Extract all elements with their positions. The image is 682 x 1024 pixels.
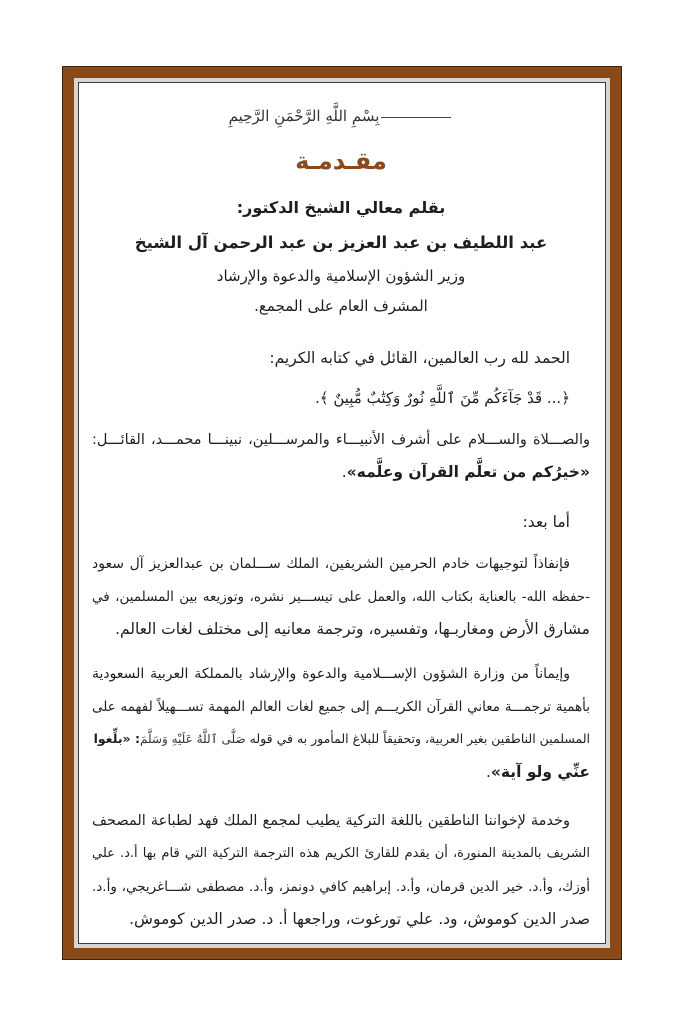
hamd-line: الحمد لله رب العالمين، القائل في كتابه الكريم:: [269, 349, 570, 367]
para2-line: [92, 762, 590, 782]
hadith-line: [92, 462, 590, 482]
amma-bad: أما بعد:: [522, 513, 570, 531]
para1-line: فإنفاذاً لتوجيهات خادم الحرمين الشريفين، الملك ســـلمان بن عبدالعزيز آل سعود: [92, 556, 570, 572]
hadith2-period: .: [485, 763, 491, 781]
basmala-flourish-left: [381, 117, 451, 118]
para3-line: صدر الدين كوموش، ود. علي تورغوت، وراجعها أ. د. صدر الدين كوموش.: [129, 910, 590, 928]
basmala-text: بِسْمِ اللَّهِ الرَّحْمَنِ الرَّحِيمِ: [228, 107, 380, 125]
author-byline: بقلم معالي الشيخ الدكتور:: [236, 198, 446, 217]
para3-line: وخدمة لإخواننا الناطقين باللغة التركية يطيب لمجمع الملك فهد لطباعة المصحف: [92, 813, 570, 829]
hadith2-quote-end: عنِّي ولو آية»: [490, 763, 590, 781]
para2-line: [92, 729, 590, 749]
hadith2-quote-start: : «بلِّغوا: [93, 731, 140, 746]
para1-line: مشارق الأرض ومغاربـها، وتفسيره، وترجمة معانيه إلى مختلف لغات العالم.: [115, 620, 590, 638]
para2-line: وإيماناً من وزارة الشؤون الإســـلامية والدعوة والإرشاد بالمملكة العربية السعودية: [92, 666, 570, 682]
salawat-calligraphy: صَلَّى ٱللَّهُ عَلَيْهِ وَسَلَّمَ: [139, 732, 246, 746]
para1-line: -حفظه الله- بالعناية بكتاب الله، والعمل على تيســـير نشره، وتوزيعه بين المسلمين، في: [92, 589, 590, 605]
quran-verse: ﴿... قَدْ جَآءَكُم مِّنَ ٱللَّهِ نُورٌ وَكِتَٰبٌ مُّبِينٌ ﴾.: [315, 389, 570, 407]
author-supervisor: المشرف العام على المجمع.: [254, 297, 428, 315]
hadith-quote: «خيرُكم من تعلَّم القرآن وعلَّمه»: [346, 463, 590, 481]
basmala-calligraphy: [80, 106, 602, 126]
para2-text: المسلمين الناطقين بغير العربية، وتحقيقاً للبلاغ المأمور به في قوله: [249, 731, 590, 746]
hadith-period: .: [341, 463, 347, 481]
para3-line: الشريف بالمدينة المنورة، أن يقدم للقارئ الكريم هذه الترجمة التركية التي قام بها أ.د. علي: [92, 846, 590, 861]
salat-line: والصـــلاة والســـلام على أشرف الأنبيـــاء والمرســـلين، نبينـــا محمـــد، القائـــل:: [92, 432, 590, 448]
author-role: وزير الشؤون الإسلامية والدعوة والإرشاد: [216, 267, 466, 285]
para2-line: بأهمية ترجمـــة معاني القرآن الكريـــم إلى جميع لغات العالم المهمة تســـهيلاً لفهمه على: [92, 699, 590, 715]
author-name: عبد اللطيف بن عبد العزيز بن عبد الرحمن آل الشيخ: [134, 233, 548, 252]
document-page: [80, 84, 602, 942]
page-title: مقـدمـة: [295, 147, 387, 175]
para3-line: أوزك، وأ.د. خير الدين قرمان، وأ.د. إبراهيم كافي دونمز، وأ.د. مصطفى شـــاغريجي، وأ.د.: [92, 879, 590, 895]
